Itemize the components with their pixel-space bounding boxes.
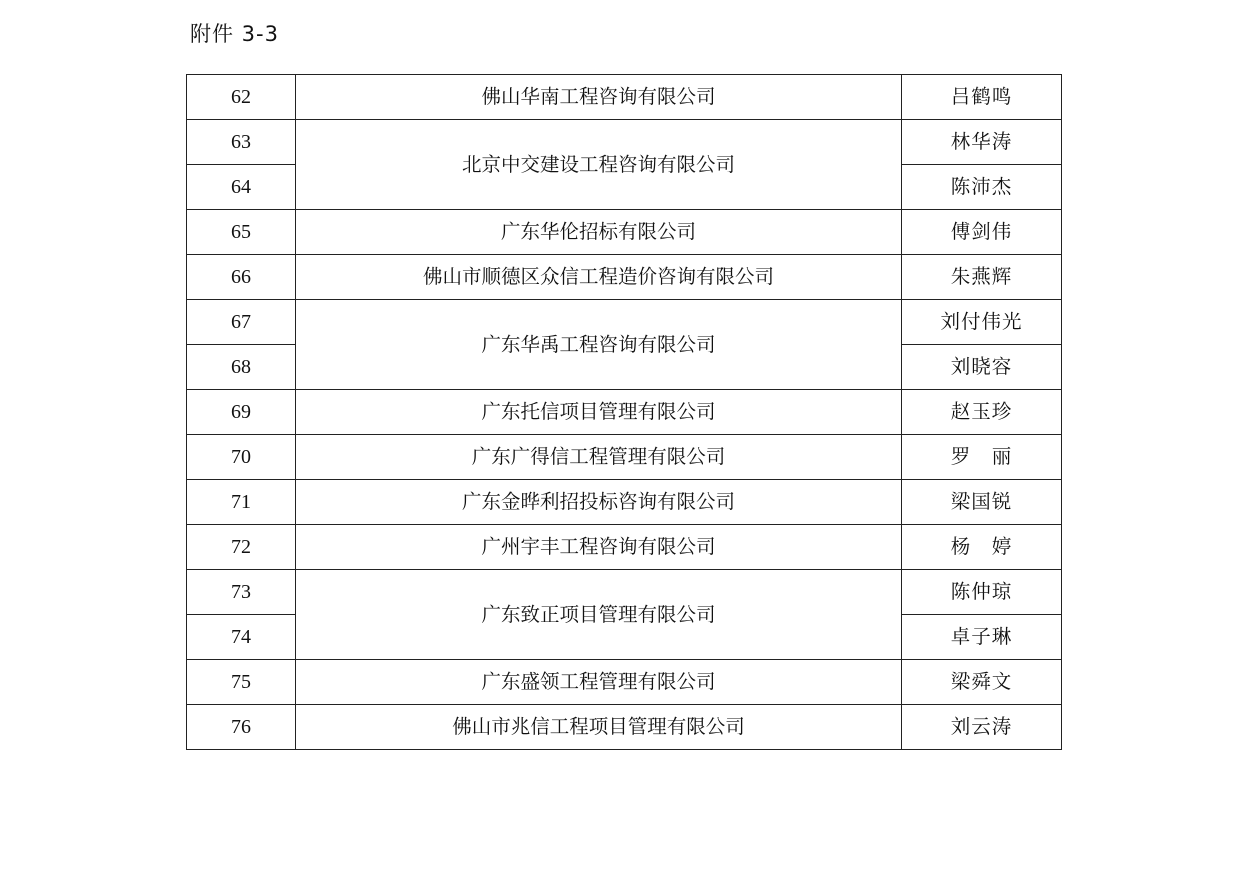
table-row [187,525,1062,570]
company-name: 广东盛领工程管理有限公司 [296,660,902,705]
person-name: 卓子琳 [902,615,1062,660]
company-name: 广东致正项目管理有限公司 [296,570,902,660]
roster-table [186,74,1062,750]
row-number: 64 [187,165,296,210]
company-name: 佛山市顺德区众信工程造价咨询有限公司 [296,255,902,300]
row-number: 71 [187,480,296,525]
person-name: 梁国锐 [902,480,1062,525]
person-name: 陈沛杰 [902,165,1062,210]
row-number: 73 [187,570,296,615]
row-number: 74 [187,615,296,660]
table-row [187,75,1062,120]
person-name: 刘云涛 [902,705,1062,750]
row-number: 65 [187,210,296,255]
row-number: 76 [187,705,296,750]
person-name: 梁舜文 [902,660,1062,705]
table-row [187,435,1062,480]
person-name: 陈仲琼 [902,570,1062,615]
company-name: 广东广得信工程管理有限公司 [296,435,902,480]
row-number: 69 [187,390,296,435]
row-number: 62 [187,75,296,120]
table-row [187,660,1062,705]
table-row [187,570,1062,615]
table-row [187,300,1062,345]
company-name: 佛山华南工程咨询有限公司 [296,75,902,120]
person-name: 吕鹤鸣 [902,75,1062,120]
row-number: 67 [187,300,296,345]
person-name: 傅剑伟 [902,210,1062,255]
table-row [187,390,1062,435]
person-name: 罗 丽 [902,435,1062,480]
row-number: 68 [187,345,296,390]
company-name: 广东华伦招标有限公司 [296,210,902,255]
table-row [187,705,1062,750]
person-name: 刘付伟光 [902,300,1062,345]
table-row [187,255,1062,300]
company-name: 广州宇丰工程咨询有限公司 [296,525,902,570]
roster-table-body [187,75,1062,750]
company-name: 广东华禹工程咨询有限公司 [296,300,902,390]
table-row [187,120,1062,165]
table-row [187,480,1062,525]
row-number: 66 [187,255,296,300]
person-name: 赵玉珍 [902,390,1062,435]
person-name: 刘晓容 [902,345,1062,390]
person-name: 杨 婷 [902,525,1062,570]
row-number: 70 [187,435,296,480]
attachment-label: 附件 3-3 [190,22,279,46]
company-name: 佛山市兆信工程项目管理有限公司 [296,705,902,750]
company-name: 广东金晔利招投标咨询有限公司 [296,480,902,525]
company-name: 北京中交建设工程咨询有限公司 [296,120,902,210]
person-name: 林华涛 [902,120,1062,165]
company-name: 广东托信项目管理有限公司 [296,390,902,435]
row-number: 75 [187,660,296,705]
table-row [187,210,1062,255]
person-name: 朱燕辉 [902,255,1062,300]
row-number: 63 [187,120,296,165]
row-number: 72 [187,525,296,570]
